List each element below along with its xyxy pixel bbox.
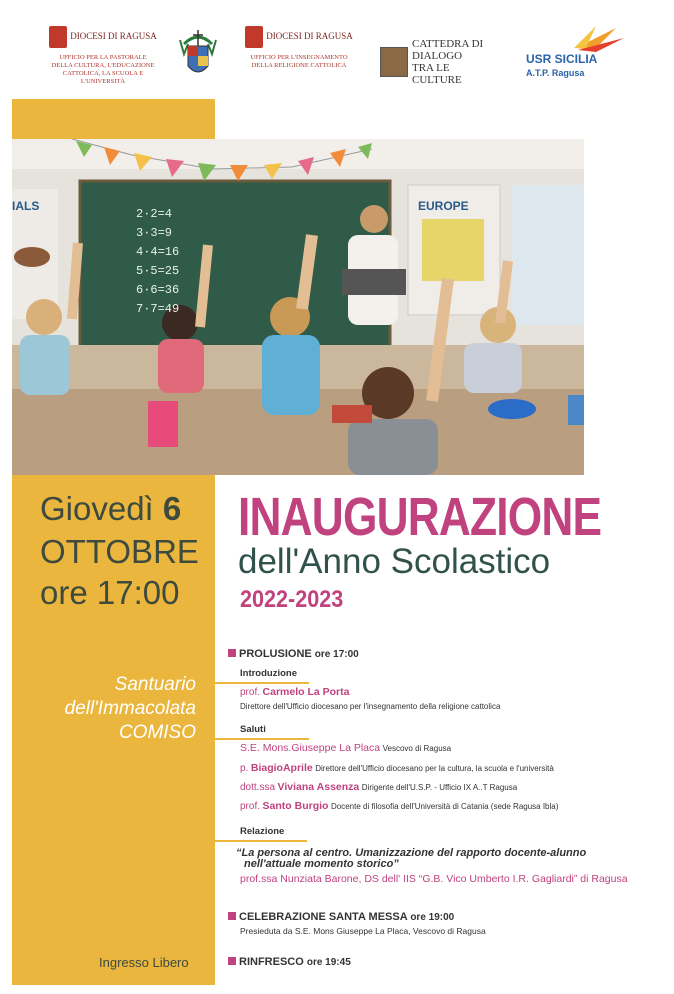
diocesi-emblem-icon (245, 26, 263, 48)
chalkboard-math (136, 205, 179, 319)
person-name: Santo Burgio (262, 800, 329, 812)
subtitle: dell'Anno Scolastico (238, 542, 551, 581)
person-role: Vescovo di Ragusa (382, 744, 452, 753)
saluti-person (240, 800, 558, 812)
poster-label-left: IALS (12, 199, 40, 213)
diocesi-mark: DIOCESI DI RAGUSA (48, 26, 158, 48)
logo-diocesi-irc (244, 26, 354, 84)
bullet-square-icon (228, 912, 236, 920)
date-time: ore 17:00 (40, 574, 180, 611)
poster-label-europe: EUROPE (418, 199, 469, 213)
person-role: Dirigente dell'U.S.P. - Ufficio IX A..T Ragusa (361, 783, 518, 792)
ingresso-libero: Ingresso Libero (99, 955, 189, 970)
diocesi-irc-caption: UFFICIO PER L'INSEGNAMENTO DELLA RELIGIONE CATTOLICA (250, 54, 348, 69)
usr-name: USR SICILIA (526, 52, 598, 66)
date-month: OTTOBRE (40, 533, 199, 570)
logo-cattedra-dialogo (380, 38, 484, 96)
person-title: p. (240, 763, 249, 774)
quote-line-2: nell'attuale momento storico” (244, 858, 399, 870)
introduzione-speaker (240, 686, 349, 698)
messa-desc: Presieduta da S.E. Mons Giuseppe La Placa, Vescovo di Ragusa (240, 926, 486, 936)
rinfresco-time: ore 19:45 (306, 957, 351, 968)
saluti-person (240, 742, 451, 754)
saluti-person (240, 762, 554, 774)
person-title: S.E. Mons. (240, 742, 292, 754)
bullet-square-icon (228, 649, 236, 657)
usr-sub: A.T.P. Ragusa (526, 68, 585, 78)
person-title: dott.ssa (240, 782, 276, 793)
relazione-label: Relazione (240, 826, 285, 837)
math-line: 4·4=16 (136, 245, 180, 259)
introduzione-label: Introduzione (240, 668, 297, 679)
coat-of-arms-icon (176, 26, 220, 84)
speaker-title: prof. (240, 687, 261, 698)
speaker-name: Carmelo La Porta (262, 686, 350, 698)
messa-heading: CELEBRAZIONE SANTA MESSA ore 19:00 (228, 911, 454, 923)
classroom-photo (12, 139, 584, 475)
introduzione-underline (215, 682, 309, 684)
person-name: BiagioAprile (250, 762, 313, 774)
classroom-illustration (12, 139, 584, 475)
person-role: Docente di filosofia dell'Università di Catania (sede Ragusa Ibla) (330, 802, 559, 811)
math-line: 6·6=36 (136, 283, 180, 297)
introduzione-role: Direttore dell'Ufficio diocesano per l'insegnamento della religione cattolica (240, 702, 501, 711)
diocesi-emblem-icon (49, 26, 67, 48)
prolusione-time: ore 17:00 (314, 649, 359, 660)
math-line: 7·7=49 (136, 302, 180, 316)
date-day (40, 490, 181, 528)
venue-line-3: COMISO (118, 722, 196, 743)
relazione-underline (215, 840, 307, 842)
saluti-label: Saluti (240, 724, 266, 735)
date-day-label: Giovedì (40, 490, 154, 527)
math-line: 5·5=25 (136, 264, 180, 278)
date-day-number: 6 (162, 490, 182, 527)
person-name: Giuseppe La Placa (291, 742, 381, 754)
rinfresco-heading: RINFRESCO ore 19:45 (228, 956, 351, 968)
school-years: 2022-2023 (240, 586, 344, 613)
logo-coat-of-arms (176, 26, 220, 84)
logo-usr-sicilia (526, 26, 626, 84)
person-title: prof. (240, 801, 261, 812)
diocesi-mark-2: DIOCESI DI RAGUSA (244, 26, 354, 48)
prolusione-heading: PROLUSIONE ore 17:00 (228, 648, 359, 660)
main-title: INAUGURAZIONE (238, 487, 602, 547)
cattedra-wordmark: CATTEDRA DI DIALOGO TRA LE CULTURE (412, 38, 484, 86)
person-name: Viviana Assenza (277, 781, 360, 793)
saluti-underline (215, 738, 309, 740)
messa-time: ore 19:00 (410, 912, 455, 923)
quote-line-1: “La persona al centro. Umanizzazione del rapporto docente-alunno (236, 847, 587, 859)
bullet-square-icon (228, 957, 236, 965)
math-line: 2·2=4 (136, 207, 173, 221)
venue-line-2: dell'Immacolata (64, 698, 196, 719)
diocesi-cultura-caption: UFFICIO PER LA PASTORALE DELLA CULTURA, L'EDUCAZIONE CATTOLICA, LA SCUOLA E L'UNIVERSITÀ (51, 54, 155, 85)
logo-diocesi-cultura (48, 26, 158, 84)
math-line: 3·3=9 (136, 226, 173, 240)
relazione-speaker: prof.ssa Nunziata Barone, DS dell' IIS “G.B. Vico Umberto I.R. Gagliardi” di Ragusa (240, 873, 628, 885)
saluti-person (240, 781, 517, 793)
relazione-quote (236, 848, 586, 870)
person-role: Direttore dell'Ufficio diocesano per la cultura, la scuola e l'università (315, 764, 554, 773)
cattedra-portrait-icon (380, 47, 408, 77)
venue-line-1: Santuario (114, 674, 196, 695)
